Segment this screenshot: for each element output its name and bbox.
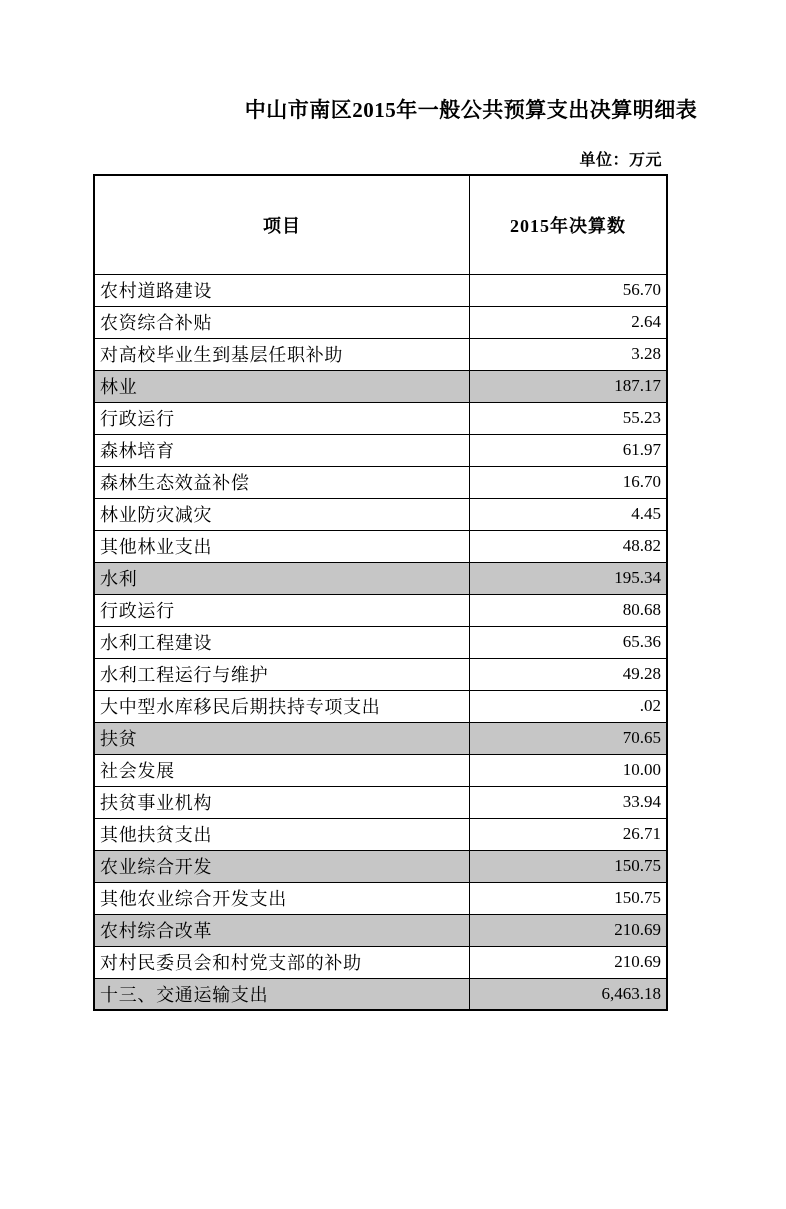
table-row <box>94 466 667 498</box>
table-row <box>94 530 667 562</box>
value-cell: 210.69 <box>470 914 668 946</box>
table-row <box>94 274 667 306</box>
value-cell: 48.82 <box>470 530 668 562</box>
item-cell: 农村综合改革 <box>94 914 470 946</box>
table-row <box>94 402 667 434</box>
item-cell: 对高校毕业生到基层任职补助 <box>94 338 470 370</box>
item-cell: 水利工程运行与维护 <box>94 658 470 690</box>
value-cell: 195.34 <box>470 562 668 594</box>
item-cell: 水利 <box>94 562 470 594</box>
value-cell: 4.45 <box>470 498 668 530</box>
item-cell: 大中型水库移民后期扶持专项支出 <box>94 690 470 722</box>
table-row <box>94 722 667 754</box>
table-row <box>94 626 667 658</box>
value-cell: 26.71 <box>470 818 668 850</box>
item-cell: 十三、交通运输支出 <box>94 978 470 1010</box>
item-cell: 森林生态效益补偿 <box>94 466 470 498</box>
item-cell: 林业防灾减灾 <box>94 498 470 530</box>
table-row <box>94 370 667 402</box>
value-cell: 56.70 <box>470 274 668 306</box>
item-cell: 其他农业综合开发支出 <box>94 882 470 914</box>
table-row <box>94 978 667 1010</box>
title-area <box>93 97 698 123</box>
table-row <box>94 434 667 466</box>
table-row <box>94 594 667 626</box>
page-title: 中山市南区2015年一般公共预算支出决算明细表 <box>244 98 698 122</box>
value-cell: 10.00 <box>470 754 668 786</box>
table-row <box>94 658 667 690</box>
table-area <box>93 151 663 1011</box>
value-cell: 150.75 <box>470 882 668 914</box>
table-row <box>94 946 667 978</box>
column-header-item: 项目 <box>94 175 470 274</box>
document-page <box>0 97 786 1011</box>
value-cell: 6,463.18 <box>470 978 668 1010</box>
item-cell: 其他扶贫支出 <box>94 818 470 850</box>
item-cell: 其他林业支出 <box>94 530 470 562</box>
item-cell: 扶贫 <box>94 722 470 754</box>
item-cell: 行政运行 <box>94 402 470 434</box>
value-cell: 187.17 <box>470 370 668 402</box>
value-cell: 33.94 <box>470 786 668 818</box>
item-cell: 水利工程建设 <box>94 626 470 658</box>
item-cell: 林业 <box>94 370 470 402</box>
value-cell: 61.97 <box>470 434 668 466</box>
value-cell: 150.75 <box>470 850 668 882</box>
table-row <box>94 914 667 946</box>
table-row <box>94 850 667 882</box>
item-cell: 社会发展 <box>94 754 470 786</box>
table-row <box>94 306 667 338</box>
table-row <box>94 754 667 786</box>
value-cell: 55.23 <box>470 402 668 434</box>
value-cell: 210.69 <box>470 946 668 978</box>
table-row <box>94 498 667 530</box>
table-body <box>94 274 667 1010</box>
value-cell: 16.70 <box>470 466 668 498</box>
table-row <box>94 818 667 850</box>
table-row <box>94 786 667 818</box>
table-row <box>94 882 667 914</box>
value-cell: 70.65 <box>470 722 668 754</box>
value-cell: 49.28 <box>470 658 668 690</box>
value-cell: 65.36 <box>470 626 668 658</box>
header-row <box>94 175 667 274</box>
item-cell: 农资综合补贴 <box>94 306 470 338</box>
value-cell: 2.64 <box>470 306 668 338</box>
budget-table <box>93 174 668 1011</box>
column-header-value: 2015年决算数 <box>470 175 668 274</box>
value-cell: 80.68 <box>470 594 668 626</box>
item-cell: 对村民委员会和村党支部的补助 <box>94 946 470 978</box>
value-cell: .02 <box>470 690 668 722</box>
item-cell: 农业综合开发 <box>94 850 470 882</box>
unit-label: 单位：万元 <box>579 152 662 169</box>
table-row <box>94 562 667 594</box>
table-row <box>94 338 667 370</box>
item-cell: 扶贫事业机构 <box>94 786 470 818</box>
item-cell: 森林培育 <box>94 434 470 466</box>
value-cell: 3.28 <box>470 338 668 370</box>
item-cell: 行政运行 <box>94 594 470 626</box>
item-cell: 农村道路建设 <box>94 274 470 306</box>
table-row <box>94 690 667 722</box>
